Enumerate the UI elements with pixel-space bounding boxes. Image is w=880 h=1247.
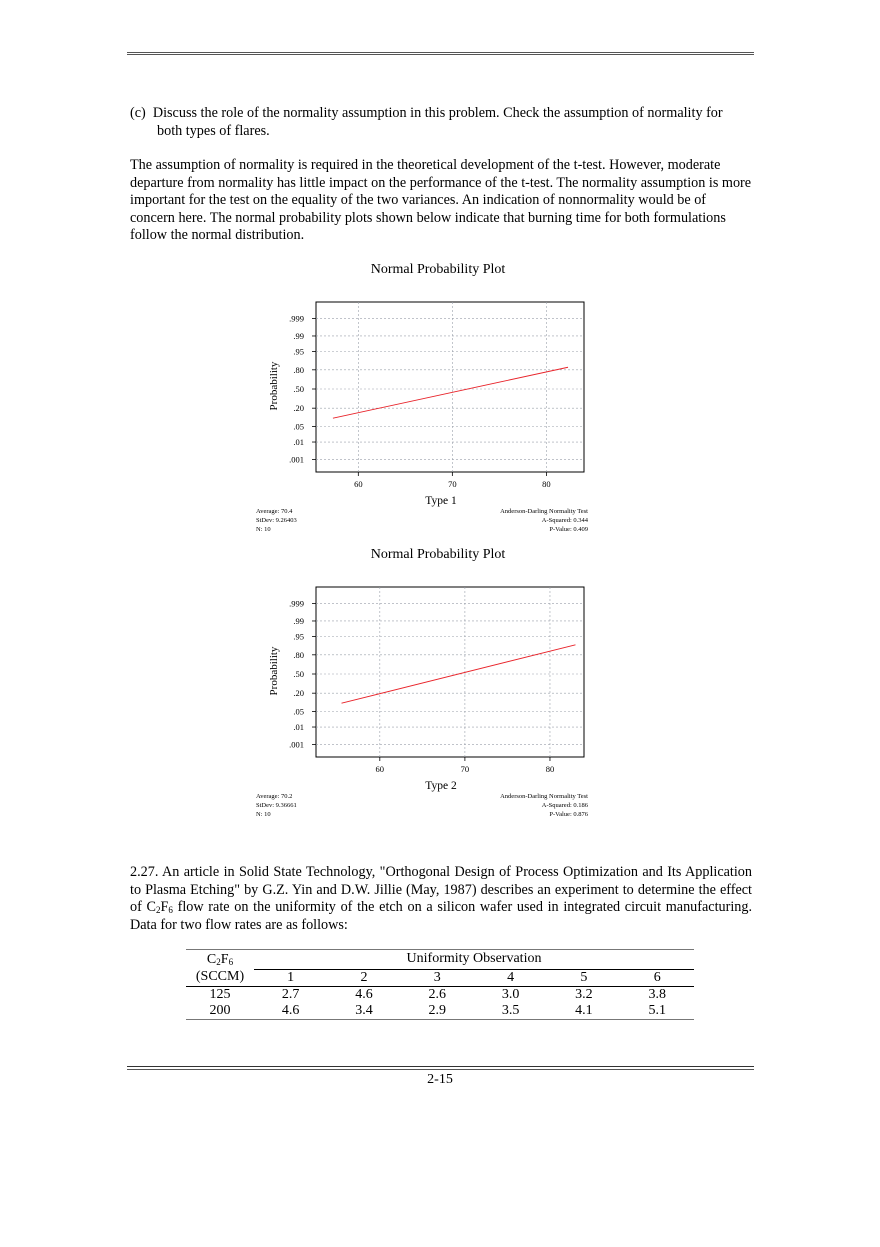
part-c-answer: The assumption of normality is required in the theoretical development of the t-test. However, moderate departure from normality has little impact on the performance of the t-test. The normality assumption is more important for the test on the equality of the two variances. An indication of nonnormality would be of concern here. The normal probability plots shown below indicate that burning time for both formulations follow the normal distribution. — [130, 157, 752, 243]
table-col-5: 5 — [547, 969, 620, 986]
page-number: 2-15 — [427, 1072, 453, 1087]
plot1-ytick-label: .50 — [293, 384, 304, 394]
plot2-stats-left — [256, 792, 297, 819]
table-row-header-sccm: (SCCM) — [186, 969, 254, 986]
table-row-header-c2f6: $C_2F_6$ — [206, 951, 234, 967]
plot2-ytick-label: .001 — [289, 739, 304, 750]
plot1-chart — [0, 290, 880, 520]
table-row — [186, 986, 694, 1003]
plot2-ylabel: Probability — [268, 646, 280, 696]
table-cell: 3.5 — [474, 1003, 547, 1020]
plot1-p-value: P-Value: 0.409 — [549, 526, 588, 533]
table-col-6: 6 — [621, 969, 694, 986]
table-cell: 4.6 — [355, 986, 373, 1002]
plot1-ad-title: Anderson-Darling Normality Test — [500, 508, 588, 515]
table-cell-flow: 200 — [186, 1003, 254, 1020]
plot2-average: Average: 70.2 — [256, 793, 293, 800]
problem-text-after: flow rate on the uniformity of the etch on a silicon wafer used in integrated circuit manufacturing. Data for two flow rates are as follows: — [130, 899, 753, 933]
table-group-header: Uniformity Observation — [254, 950, 694, 969]
table-cell: 4.6 — [254, 1003, 327, 1020]
table-cell: 3.2 — [575, 986, 593, 1002]
table-cell: 3.0 — [501, 986, 520, 1002]
problem-text-f: F — [160, 899, 169, 915]
plot1-ytick-label: .999 — [289, 313, 304, 324]
table-cell: 3.4 — [327, 1003, 400, 1020]
plot1-a-squared: A-Squared: 0.344 — [541, 517, 588, 524]
table-cell: 4.1 — [547, 1003, 620, 1020]
table-cell-flow: 125 — [209, 986, 231, 1002]
plot1-stats-left — [256, 507, 297, 534]
plot2-ytick-label: .95 — [293, 631, 304, 642]
part-c-question-line2: both types of flares. — [157, 122, 270, 139]
plot2-n: N: 10 — [256, 811, 271, 818]
plot2-stdev: StDev: 9.36661 — [256, 802, 297, 809]
table-col-3: 3 — [401, 969, 474, 986]
table-cell: 2.9 — [401, 1003, 474, 1020]
problem-sub-2: 2 — [156, 905, 161, 915]
header-rule — [127, 52, 754, 53]
plot2-p-value: P-Value: 0.876 — [549, 811, 588, 818]
plot1-frame — [316, 302, 584, 472]
plot1-ytick-label: .05 — [293, 421, 304, 432]
plot1-xtick-label: 60 — [354, 479, 363, 489]
plot2-xtick-label: 80 — [545, 764, 555, 774]
table-column-header-row — [186, 969, 694, 986]
footer-rule — [127, 1066, 754, 1067]
plot2-ytick-label: .20 — [293, 688, 304, 699]
header-rule-2 — [127, 54, 754, 55]
plot2-ytick-label: .99 — [293, 615, 304, 626]
plot1-xlabel: Type 1 — [425, 495, 457, 507]
plot2-frame — [316, 587, 584, 757]
table-col-1: 1 — [254, 969, 327, 986]
plot1-stats-right — [440, 507, 588, 534]
problem-sub-6: 6 — [168, 905, 173, 915]
plot2-stats-right — [440, 792, 588, 819]
plot1-ylabel: Probability — [268, 361, 280, 411]
plot1-average: Average: 70.4 — [256, 508, 293, 515]
plot2-ytick-label: .50 — [293, 669, 304, 679]
part-c-question — [130, 105, 750, 140]
table-col-4: 4 — [474, 969, 547, 986]
table-row — [186, 1003, 694, 1020]
plot1-ytick-label: .20 — [293, 403, 304, 414]
problem-2-27 — [130, 864, 752, 934]
plot2-xtick-label: 60 — [375, 764, 385, 774]
table-cell: 5.1 — [621, 1003, 694, 1020]
plot2-ytick-label: .01 — [293, 722, 304, 733]
plot1-ytick-label: .95 — [293, 346, 304, 357]
plot1-ytick-label: .001 — [289, 454, 304, 465]
plot2-xtick-label: 70 — [460, 764, 470, 774]
plot1-ytick-label: .01 — [293, 437, 304, 448]
table-group-header-row — [186, 950, 694, 969]
problem-text-before: An article in Solid State Technology, "Orthogonal Design of Process Optimization and Its Application to Plasma Etching" by G.Z. Yin and D.W. Jillie (May, 1987) describes an experiment to determine the effect of C — [130, 864, 752, 915]
plot2-chart — [0, 575, 880, 805]
plot2-ad-title: Anderson-Darling Normality Test — [500, 793, 588, 800]
part-c-question-line1: Discuss the role of the normality assumption in this problem. Check the assumption of normality for — [152, 105, 723, 121]
plot2-ytick-label: .80 — [293, 649, 304, 660]
uniformity-table — [186, 949, 694, 1020]
problem-number: 2.27. — [130, 864, 159, 880]
plot1-stdev: StDev: 9.26403 — [256, 517, 297, 524]
table-col-2: 2 — [327, 969, 400, 986]
plot1-title: Normal Probability Plot — [370, 262, 506, 277]
part-c-label: (c) — [130, 105, 146, 121]
plot2-ytick-label: .999 — [289, 598, 304, 609]
table-cell: 3.8 — [648, 986, 667, 1002]
plot1-xtick-label: 70 — [448, 479, 457, 489]
table-cell: 2.6 — [428, 986, 447, 1002]
plot1-ytick-label: .99 — [293, 330, 304, 341]
plot2-xlabel: Type 2 — [425, 780, 457, 792]
plot1-n: N: 10 — [256, 526, 271, 533]
plot2-a-squared: A-Squared: 0.186 — [541, 802, 588, 809]
plot2-ytick-label: .05 — [293, 706, 304, 717]
plot1-ytick-label: .80 — [293, 364, 304, 375]
plot2-title: Normal Probability Plot — [370, 547, 506, 562]
footer-rule-2 — [127, 1069, 754, 1070]
plot1-xtick-label: 80 — [542, 479, 551, 489]
table-cell: 2.7 — [281, 986, 300, 1002]
